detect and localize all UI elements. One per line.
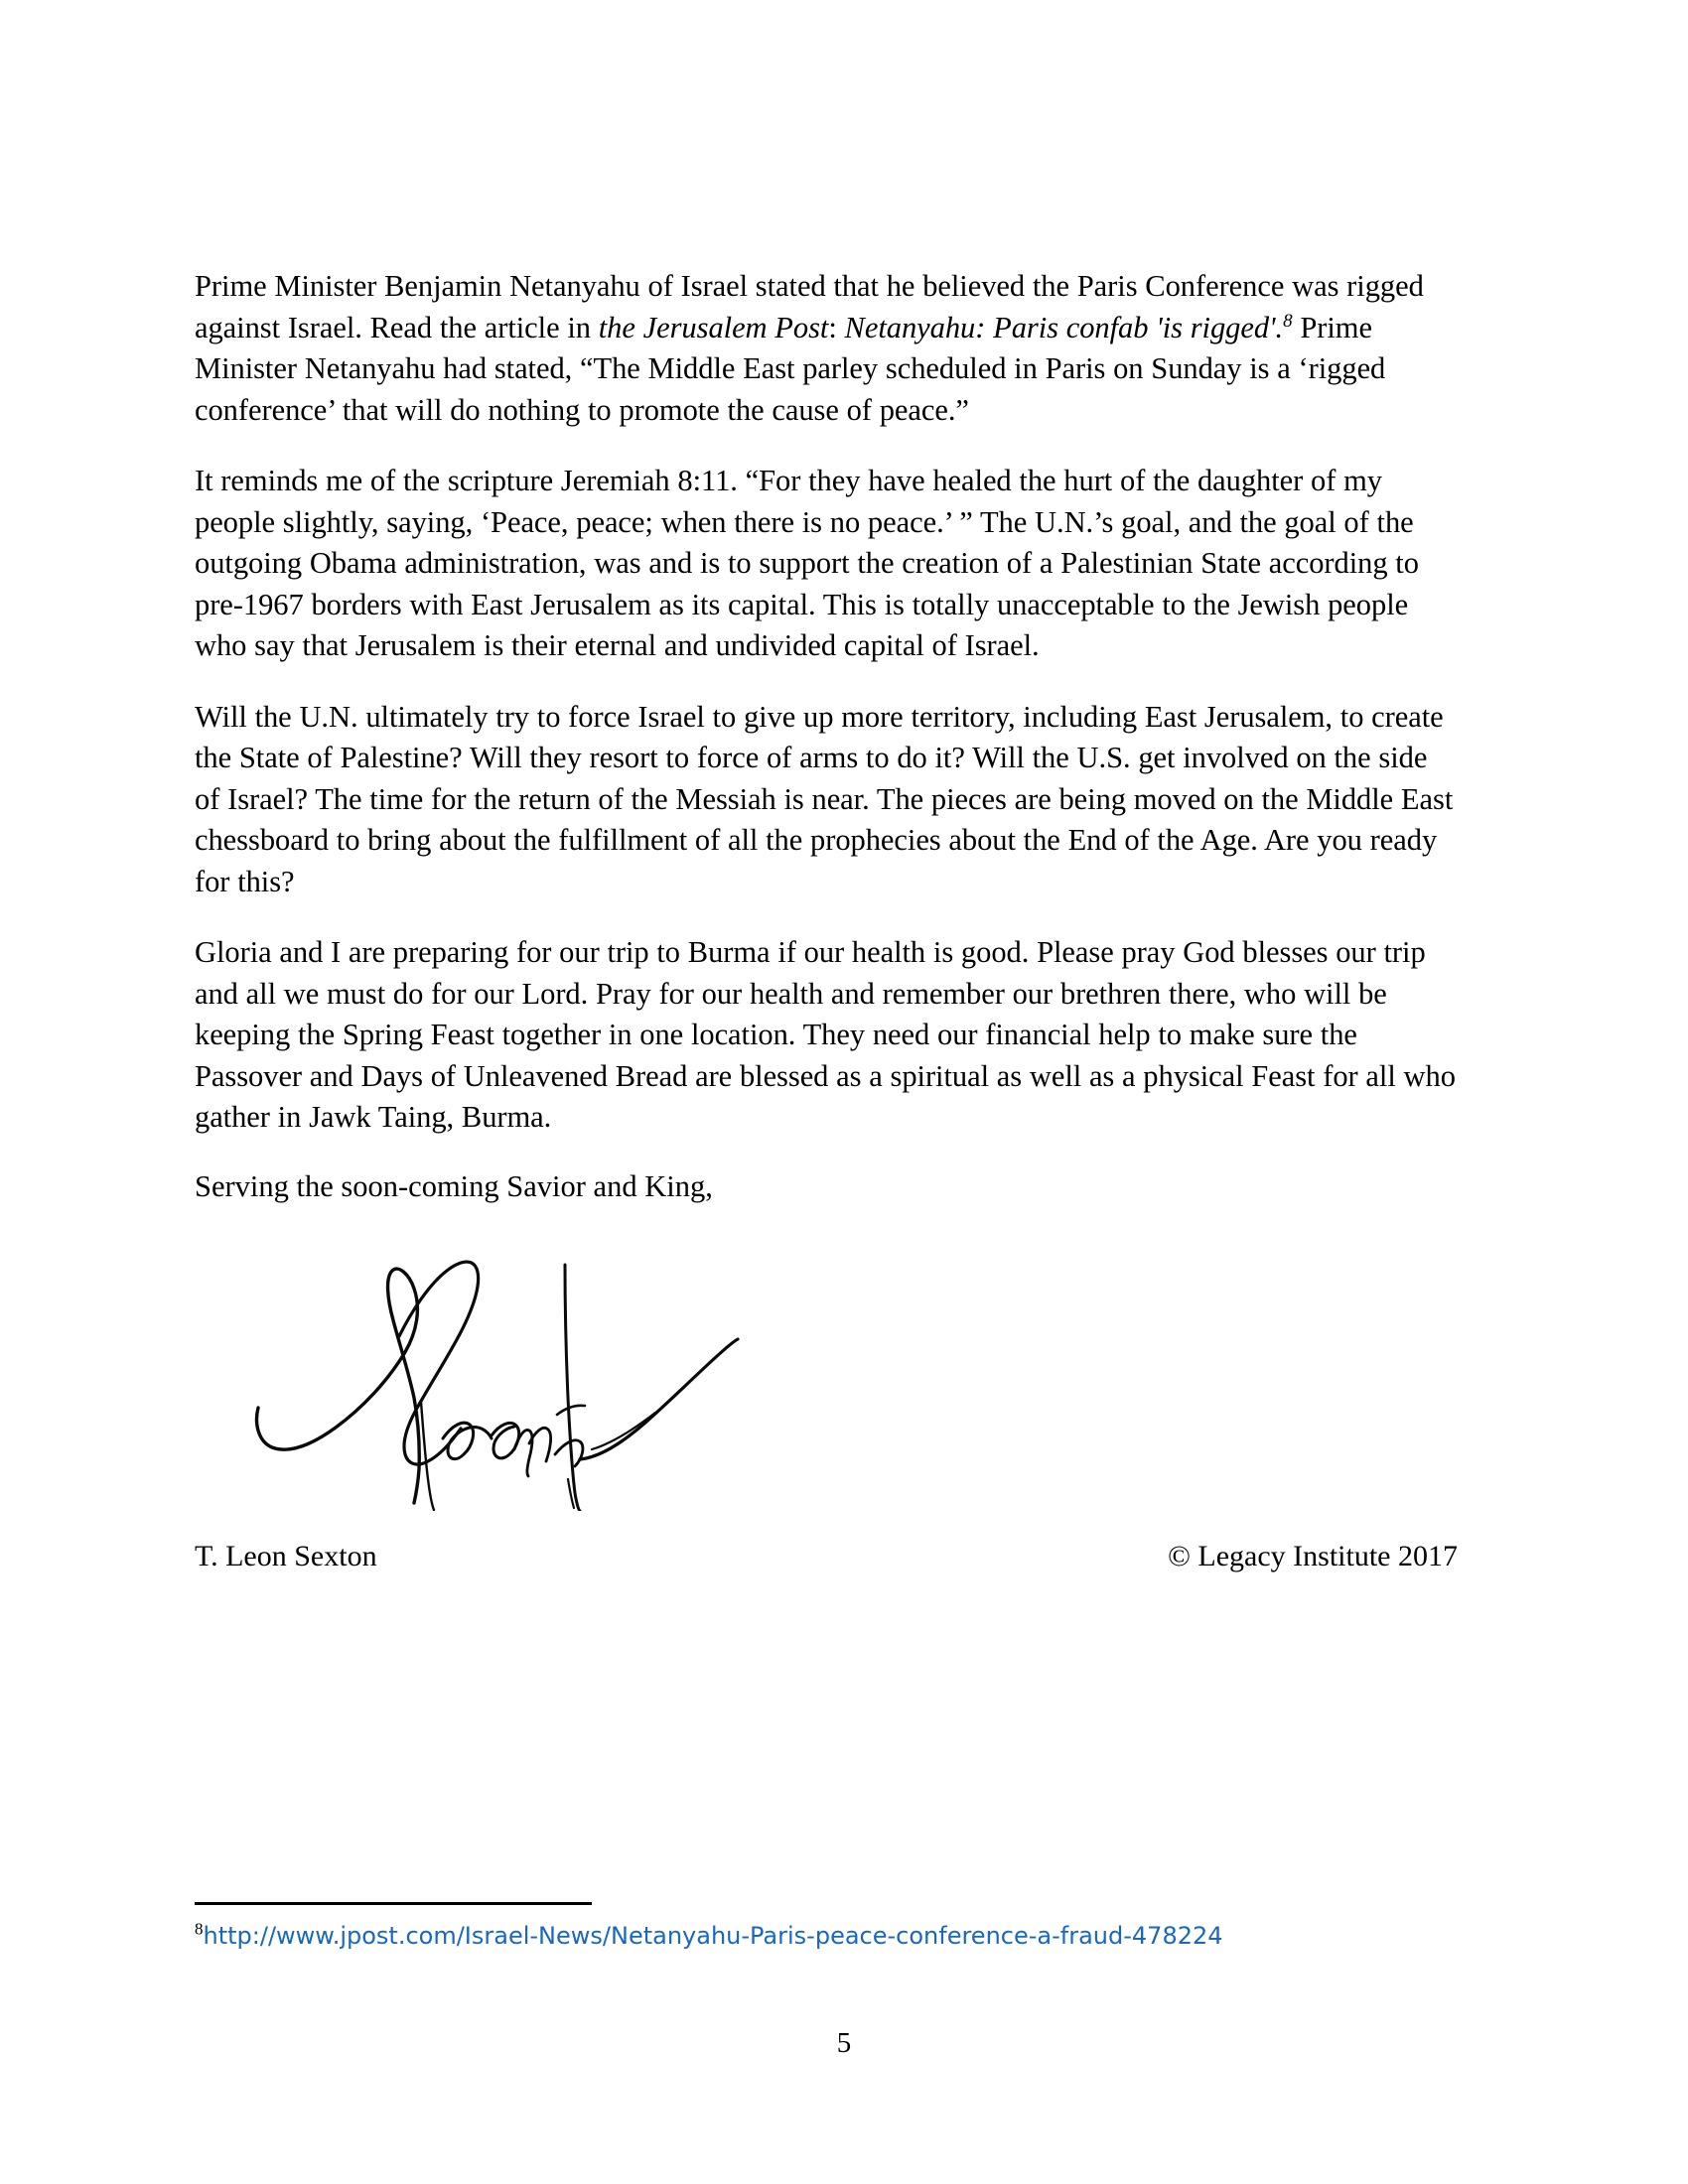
signer-name: T. Leon Sexton — [195, 1540, 377, 1572]
paragraph-netanyahu-seg-5: Prime Minister Netanyahu had stated, “The Middle East parley scheduled in Paris on Sunday is a ‘rigged conference’ that will do nothing to promote the cause of peace.” — [195, 310, 1386, 427]
footnote-number: 8 — [195, 1919, 204, 1939]
paragraph-netanyahu-seg-2: : — [828, 310, 845, 344]
paragraph-jeremiah — [195, 461, 1456, 667]
footnote-url-link[interactable]: http://www.jpost.com/Israel-News/Netanyahu-Paris-peace-conference-a-fraud-478224 — [203, 1922, 1223, 1950]
footnote-reference-8[interactable]: 8 — [1283, 310, 1293, 332]
publication-name-jerusalem-post: the Jerusalem Post — [598, 310, 829, 344]
footnote-separator-rule — [195, 1902, 592, 1905]
signature-image — [211, 1213, 786, 1511]
paragraph-jeremiah-text: It reminds me of the scripture Jeremiah 8:11. “For they have healed the hurt of the daughter of my people slightly, saying, ‘Peace, peace; when there is no peace.’ ” The U.N.’s goal, and the goal of the outgoing Obama administration, was and is to support the creation of a Palestinian State according to pre-1967 borders with East Jerusalem as its capital. This is totally unacceptable to the Jewish people who say that Jerusalem is their eternal and undivided capital of Israel. — [195, 464, 1419, 662]
copyright-notice: © Legacy Institute 2017 — [1168, 1540, 1458, 1572]
signature-row — [195, 1537, 1458, 1576]
page-number: 5 — [836, 2027, 852, 2059]
paragraph-burma-trip — [195, 932, 1456, 1139]
paragraph-un-question-text: Will the U.N. ultimately try to force Israel to give up more territory, including East Jerusalem, to create the State of Palestine? Will they resort to force of arms to do it? Will the U.S. get involved on the side of Israel? The time for the return of the Messiah is near. The pieces are being moved on the Middle East chessboard to bring about the fulfillment of all the prophecies about the End of the Age. Are you ready for this? — [195, 699, 1454, 898]
paragraph-burma-trip-text: Gloria and I are preparing for our trip to Burma if our health is good. Please pray God blesses our trip and all we must do for our Lord. Pray for our health and remember our brethren there, who will be keeping the Spring Feast together in one location. They need our financial help to make sure the Passover and Days of Unleavened Bread are blessed as a spiritual as well as a physical Feast for all who gather in Jawk Taing, Burma. — [195, 935, 1456, 1134]
paragraph-netanyahu — [195, 266, 1456, 431]
letter-body — [195, 266, 1456, 1168]
closing-line: Serving the soon-coming Savior and King, — [195, 1169, 713, 1203]
paragraph-un-question — [195, 697, 1456, 903]
footnote-entry — [195, 1918, 1223, 1955]
paragraph-netanyahu-seg-0: Prime Minister Benjamin Netanyahu of Israel stated that he believed the Paris Conference was rigged against Israel. Read the article in — [195, 269, 1424, 344]
article-title-paris-confab: Netanyahu: Paris confab 'is rigged'. — [844, 310, 1284, 344]
